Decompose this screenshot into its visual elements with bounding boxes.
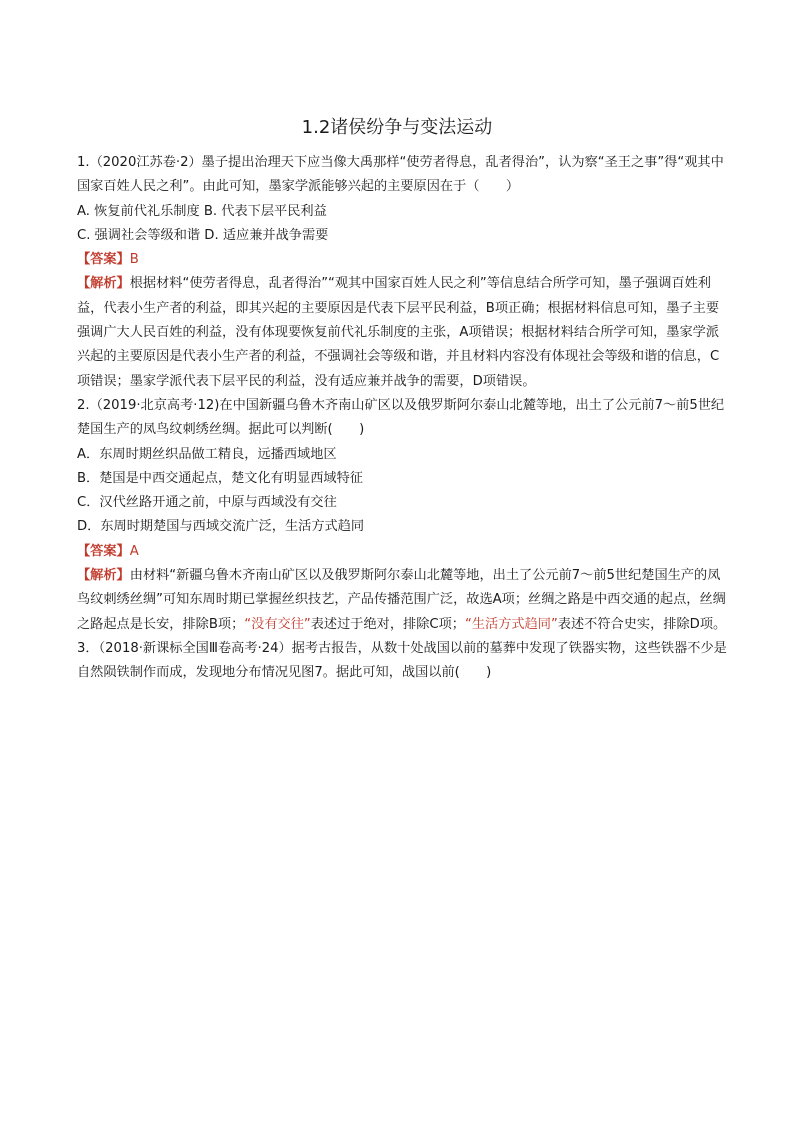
answer-value: B — [129, 252, 139, 268]
question-1-answer — [77, 248, 727, 272]
analysis-text: 表述过于绝对，排除C项； — [310, 616, 465, 632]
question-2-option-b: B．楚国是中西交通起点，楚文化有明显西域特征 — [77, 470, 363, 486]
document-body — [77, 151, 727, 686]
answer-tag: 【答案】 — [77, 252, 130, 268]
analysis-text: 表述不符合史实，排除D项。 — [557, 616, 727, 632]
analysis-text: 由材料“新疆乌鲁木齐南山矿区以及俄罗斯阿尔泰山北麓等地，出土了公元前7～前5世纪楚国生产的凤鸟纹刺绣丝绸”可知东周时期已掌握丝织技艺，产品传播范围广泛，故选A项；丝绸之路是中西交通的起点，丝绸之路起点是长安，排除B项； — [77, 568, 726, 632]
question-1-option-ab: A. 恢复前代礼乐制度 B. 代表下层平民利益 — [77, 203, 327, 219]
analysis-highlight: “没有交往” — [244, 616, 311, 632]
question-2-stem: 2.（2019·北京高考·12)在中国新疆乌鲁木齐南山矿区以及俄罗斯阿尔泰山北麓等地，出土了公元前7～前5世纪楚国生产的凤鸟纹刺绣丝绸。据此可以判断( ) — [77, 397, 725, 438]
analysis-text: 根据材料“使劳者得息，乱者得治”“观其中国家百姓人民之利”等信息结合所学可知，墨子强调百姓利益，代表小生产者的利益，即其兴起的主要原因是代表下层平民利益，B项正确；根据材料信息可知，墨子主要强调广大人民百姓的利益，没有体现要恢复前代礼乐制度的主张，A项错误；根据材料结合所学可知，墨家学派兴起的主要原因是代表小生产者的利益，不强调社会等级和谐，并且材料内容没有体现社会等级和谐的信息，C项错误；墨家学派代表下层平民的利益，没有适应兼并战争的需要，D项错误。 — [77, 276, 720, 389]
question-2-answer — [77, 540, 727, 564]
answer-value: A — [129, 543, 139, 559]
question-2-option-c: C．汉代丝路开通之前，中原与西域没有交往 — [77, 495, 337, 511]
analysis-highlight: “生活方式趋同” — [465, 616, 558, 632]
page-title: 1.2诸侯纷争与变法运动 — [301, 117, 493, 138]
question-2-option-d: D．东周时期楚国与西域交流广泛，生活方式趋同 — [77, 519, 365, 535]
analysis-tag: 【解析】 — [77, 276, 130, 292]
question-3-stem: 3．（2018·新课标全国Ⅲ卷高考·24）据考古报告，从数十处战国以前的墓葬中发现了铁器实物，这些铁器不少是自然陨铁制作而成，发现地分布情况见图7。据此可知，战国以前( ) — [77, 640, 727, 681]
analysis-tag: 【解析】 — [77, 568, 130, 584]
question-1-stem: 1.（2020江苏卷·2）墨子提出治理天下应当像大禹那样“使劳者得息，乱者得治”，认为察“圣王之事”得“观其中国家百姓人民之利”。由此可知，墨家学派能够兴起的主要原因在于（ ） — [77, 155, 724, 195]
question-1-analysis — [77, 272, 727, 393]
answer-tag: 【答案】 — [77, 543, 130, 559]
question-1-option-cd: C. 强调社会等级和谐 D. 适应兼并战争需要 — [77, 227, 329, 243]
question-2-analysis — [77, 564, 727, 637]
question-2-option-a: A．东周时期丝织品做工精良，远播西域地区 — [77, 446, 337, 462]
